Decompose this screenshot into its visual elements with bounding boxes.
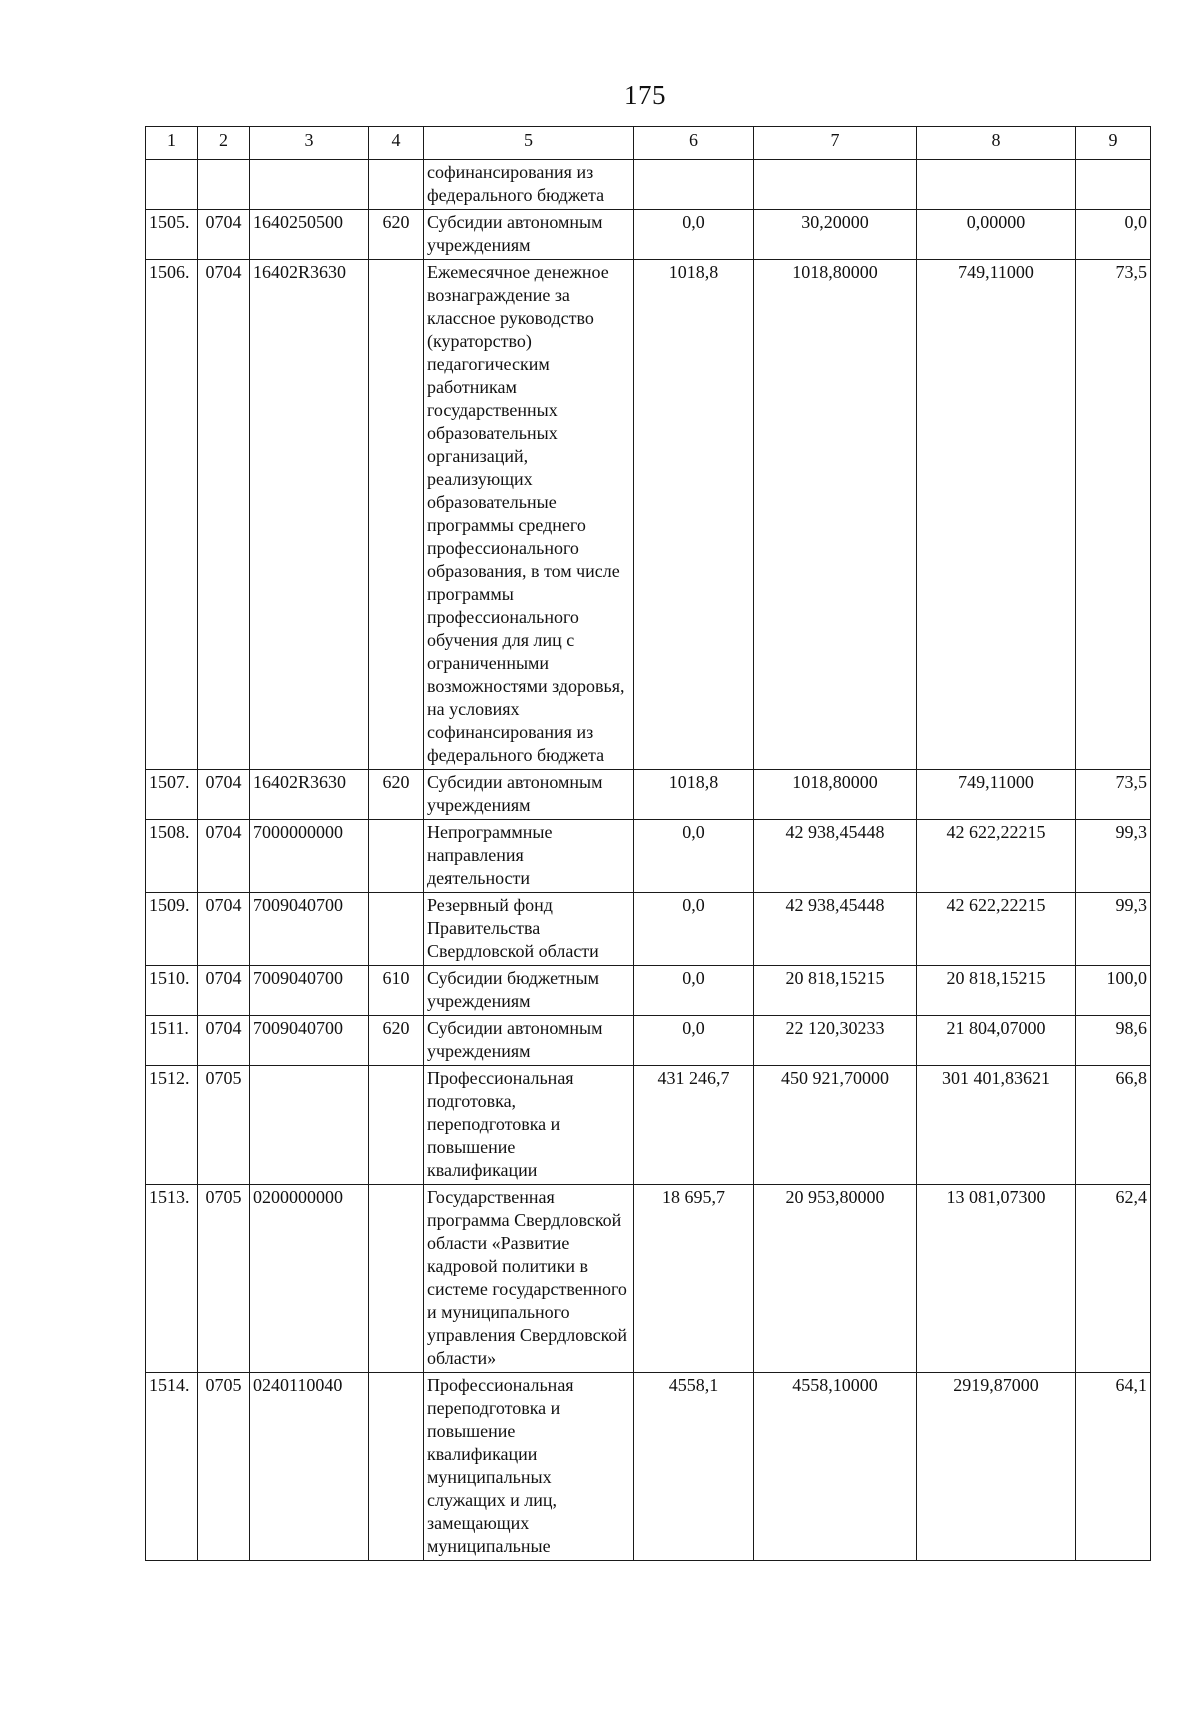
value-col8: 2919,87000 xyxy=(917,1373,1076,1561)
value-col8: 20 818,15215 xyxy=(917,966,1076,1016)
target-code xyxy=(250,1066,369,1185)
value-col9: 98,6 xyxy=(1076,1016,1151,1066)
table-row xyxy=(146,160,1151,210)
item-name: софинансирования из федерального бюджета xyxy=(424,160,634,210)
item-name: Непрограммные направления деятельности xyxy=(424,820,634,893)
table-row xyxy=(146,820,1151,893)
column-header: 8 xyxy=(917,127,1076,160)
value-col7: 1018,80000 xyxy=(754,770,917,820)
table-row xyxy=(146,1066,1151,1185)
value-col7: 20 818,15215 xyxy=(754,966,917,1016)
item-name: Профессиональная переподготовка и повышение квалификации муниципальных служащих и лиц, замещающих муниципальные xyxy=(424,1373,634,1561)
value-col7: 450 921,70000 xyxy=(754,1066,917,1185)
column-header: 9 xyxy=(1076,127,1151,160)
value-col6: 431 246,7 xyxy=(634,1066,754,1185)
value-col7: 4558,10000 xyxy=(754,1373,917,1561)
expense-type: 620 xyxy=(369,1016,424,1066)
table-row xyxy=(146,770,1151,820)
value-col8: 0,00000 xyxy=(917,210,1076,260)
expense-type xyxy=(369,1185,424,1373)
target-code: 0240110040 xyxy=(250,1373,369,1561)
value-col7: 42 938,45448 xyxy=(754,820,917,893)
value-col8 xyxy=(917,160,1076,210)
value-col7: 42 938,45448 xyxy=(754,893,917,966)
value-col8: 42 622,22215 xyxy=(917,893,1076,966)
item-name: Резервный фонд Правительства Свердловской области xyxy=(424,893,634,966)
value-col6: 0,0 xyxy=(634,966,754,1016)
target-code: 16402R3630 xyxy=(250,260,369,770)
column-header: 3 xyxy=(250,127,369,160)
target-code: 16402R3630 xyxy=(250,770,369,820)
row-number: 1512. xyxy=(146,1066,198,1185)
expense-type: 610 xyxy=(369,966,424,1016)
target-code: 7009040700 xyxy=(250,1016,369,1066)
section-code: 0704 xyxy=(198,966,250,1016)
value-col9: 99,3 xyxy=(1076,820,1151,893)
expense-type: 620 xyxy=(369,210,424,260)
header-row xyxy=(146,127,1151,160)
section-code: 0705 xyxy=(198,1185,250,1373)
item-name: Субсидии бюджетным учреждениям xyxy=(424,966,634,1016)
table-row xyxy=(146,1185,1151,1373)
row-number: 1509. xyxy=(146,893,198,966)
target-code: 7009040700 xyxy=(250,966,369,1016)
target-code: 7009040700 xyxy=(250,893,369,966)
value-col7: 30,20000 xyxy=(754,210,917,260)
column-header: 2 xyxy=(198,127,250,160)
section-code: 0705 xyxy=(198,1373,250,1561)
column-header: 4 xyxy=(369,127,424,160)
section-code: 0704 xyxy=(198,770,250,820)
value-col8: 13 081,07300 xyxy=(917,1185,1076,1373)
table-row xyxy=(146,210,1151,260)
value-col9: 99,3 xyxy=(1076,893,1151,966)
item-name: Профессиональная подготовка, переподготовка и повышение квалификации xyxy=(424,1066,634,1185)
column-header: 6 xyxy=(634,127,754,160)
value-col6: 4558,1 xyxy=(634,1373,754,1561)
item-name: Субсидии автономным учреждениям xyxy=(424,1016,634,1066)
section-code: 0705 xyxy=(198,1066,250,1185)
item-name: Государственная программа Свердловской области «Развитие кадровой политики в системе государственного и муниципального управления Свердловской области» xyxy=(424,1185,634,1373)
value-col7: 1018,80000 xyxy=(754,260,917,770)
table-row xyxy=(146,1373,1151,1561)
value-col9: 0,0 xyxy=(1076,210,1151,260)
column-header: 1 xyxy=(146,127,198,160)
value-col6: 0,0 xyxy=(634,893,754,966)
value-col9 xyxy=(1076,160,1151,210)
expense-type xyxy=(369,1373,424,1561)
value-col9: 66,8 xyxy=(1076,1066,1151,1185)
value-col8: 42 622,22215 xyxy=(917,820,1076,893)
value-col6: 1018,8 xyxy=(634,260,754,770)
value-col8: 301 401,83621 xyxy=(917,1066,1076,1185)
target-code: 0200000000 xyxy=(250,1185,369,1373)
expense-type xyxy=(369,893,424,966)
table-row xyxy=(146,893,1151,966)
value-col7 xyxy=(754,160,917,210)
row-number: 1506. xyxy=(146,260,198,770)
value-col9: 62,4 xyxy=(1076,1185,1151,1373)
table-row xyxy=(146,1016,1151,1066)
section-code xyxy=(198,160,250,210)
target-code: 1640250500 xyxy=(250,210,369,260)
row-number: 1507. xyxy=(146,770,198,820)
value-col8: 749,11000 xyxy=(917,260,1076,770)
value-col7: 20 953,80000 xyxy=(754,1185,917,1373)
section-code: 0704 xyxy=(198,260,250,770)
column-header: 5 xyxy=(424,127,634,160)
expense-type xyxy=(369,160,424,210)
budget-table xyxy=(145,126,1151,1561)
section-code: 0704 xyxy=(198,1016,250,1066)
value-col7: 22 120,30233 xyxy=(754,1016,917,1066)
section-code: 0704 xyxy=(198,820,250,893)
row-number: 1513. xyxy=(146,1185,198,1373)
value-col6: 0,0 xyxy=(634,210,754,260)
row-number: 1510. xyxy=(146,966,198,1016)
item-name: Субсидии автономным учреждениям xyxy=(424,770,634,820)
section-code: 0704 xyxy=(198,893,250,966)
item-name: Ежемесячное денежное вознаграждение за классное руководство (кураторство) педагогическим работникам государственных образовательных организаций, реализующих образовательные программы среднего профессионального образования, в том числе программы профессионального обучения для лиц с ограниченными возможностями здоровья, на условиях софинансирования из федерального бюджета xyxy=(424,260,634,770)
row-number: 1508. xyxy=(146,820,198,893)
value-col9: 64,1 xyxy=(1076,1373,1151,1561)
section-code: 0704 xyxy=(198,210,250,260)
expense-type xyxy=(369,1066,424,1185)
value-col6: 18 695,7 xyxy=(634,1185,754,1373)
value-col6: 0,0 xyxy=(634,1016,754,1066)
row-number xyxy=(146,160,198,210)
expense-type xyxy=(369,260,424,770)
row-number: 1514. xyxy=(146,1373,198,1561)
row-number: 1511. xyxy=(146,1016,198,1066)
value-col8: 749,11000 xyxy=(917,770,1076,820)
expense-type: 620 xyxy=(369,770,424,820)
column-header: 7 xyxy=(754,127,917,160)
page-number: 175 xyxy=(624,80,666,110)
row-number: 1505. xyxy=(146,210,198,260)
value-col6: 0,0 xyxy=(634,820,754,893)
item-name: Субсидии автономным учреждениям xyxy=(424,210,634,260)
expense-type xyxy=(369,820,424,893)
value-col8: 21 804,07000 xyxy=(917,1016,1076,1066)
target-code xyxy=(250,160,369,210)
table-row xyxy=(146,260,1151,770)
table-row xyxy=(146,966,1151,1016)
target-code: 7000000000 xyxy=(250,820,369,893)
value-col9: 100,0 xyxy=(1076,966,1151,1016)
value-col6: 1018,8 xyxy=(634,770,754,820)
value-col9: 73,5 xyxy=(1076,770,1151,820)
value-col9: 73,5 xyxy=(1076,260,1151,770)
value-col6 xyxy=(634,160,754,210)
